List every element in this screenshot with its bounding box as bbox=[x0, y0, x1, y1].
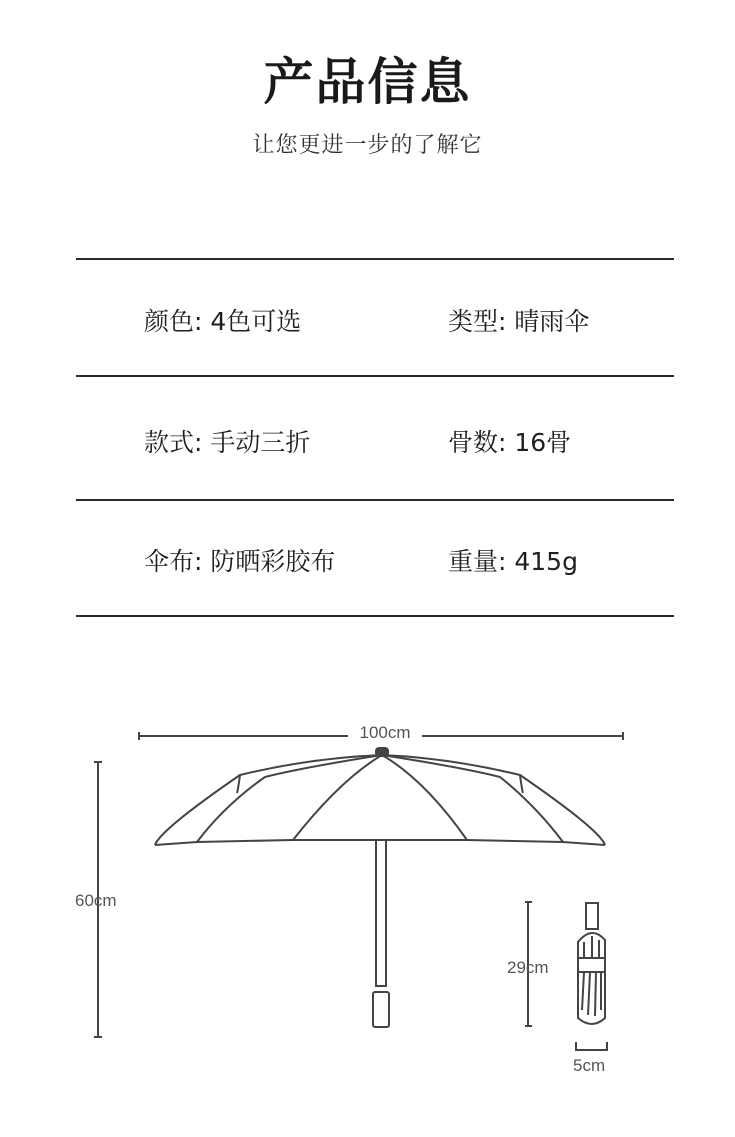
divider-top bbox=[76, 258, 674, 260]
divider-bottom bbox=[76, 615, 674, 617]
spec-style: 款式: 手动三折 bbox=[144, 428, 311, 457]
spec-type: 类型: 晴雨伞 bbox=[448, 307, 590, 336]
spec-fabric: 伞布: 防晒彩胶布 bbox=[144, 547, 336, 576]
page-subtitle: 让您更进一步的了解它 bbox=[252, 133, 483, 158]
spec-color: 颜色: 4色可选 bbox=[144, 307, 302, 336]
spec-ribs: 骨数: 16骨 bbox=[448, 428, 572, 457]
folded-length-label: 29cm bbox=[507, 958, 549, 977]
divider bbox=[76, 375, 674, 377]
folded-umbrella-icon bbox=[578, 903, 605, 1024]
width-label: 100cm bbox=[359, 723, 411, 742]
folded-width-label: 5cm bbox=[573, 1056, 606, 1075]
spec-weight: 重量: 415g bbox=[448, 547, 578, 576]
open-umbrella-icon bbox=[155, 748, 605, 1027]
umbrella-dimension-diagram bbox=[0, 640, 735, 1137]
height-label: 60cm bbox=[75, 891, 117, 910]
page-title: 产品信息 bbox=[263, 53, 472, 111]
divider bbox=[76, 499, 674, 501]
folded-width-dimension-line bbox=[576, 1042, 607, 1050]
